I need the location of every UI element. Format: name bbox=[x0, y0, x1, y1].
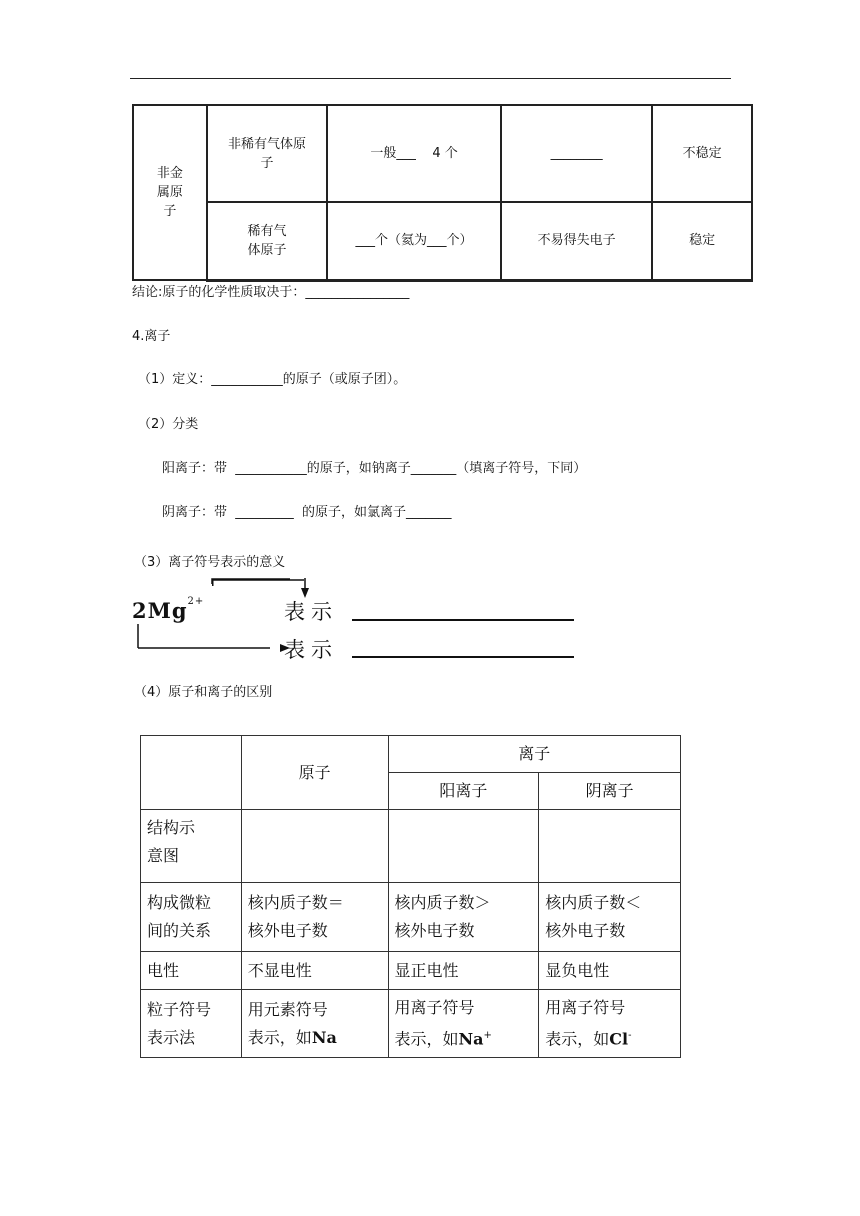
electron-tendency-cell: 不易得失电子 bbox=[501, 202, 653, 280]
section-heading: 4.离子 bbox=[132, 329, 171, 344]
classification-heading: （2）分类 bbox=[138, 417, 199, 432]
outer-electrons-cell: 一般___ 4 个 bbox=[327, 105, 501, 202]
stability-cell: 稳定 bbox=[652, 202, 752, 280]
cation-text: 阳离子：带 ___________的原子，如钠离子_______（填离子符号，下同） bbox=[162, 461, 587, 476]
atom-structure-table bbox=[132, 104, 753, 282]
difference-heading: （4）原子和离子的区别 bbox=[134, 685, 273, 700]
row-label-structure: 结构示 意图 bbox=[141, 810, 242, 883]
anion-structure-cell bbox=[539, 810, 681, 883]
answer-line bbox=[352, 619, 574, 621]
atom-notation-cell: 用元素符号 表示，如Na bbox=[241, 990, 388, 1058]
ion-header: 离子 bbox=[388, 736, 680, 773]
anion-relation-cell: 核内质子数＜ 核外电子数 bbox=[539, 883, 681, 952]
nonmetal-atom-label: 非金 属原 子 bbox=[133, 105, 207, 280]
definition-text: （1）定义：___________的原子（或原子团）。 bbox=[138, 372, 407, 387]
atom-structure-cell bbox=[241, 810, 388, 883]
anion-notation-cell: 用离子符号 表示，如Cl- bbox=[539, 990, 681, 1058]
corner-cell bbox=[141, 736, 242, 810]
conclusion-text: 结论:原子的化学性质取决于：________________ bbox=[132, 285, 410, 300]
row-label-notation: 粒子符号 表示法 bbox=[141, 990, 242, 1058]
cation-structure-cell bbox=[388, 810, 539, 883]
cation-relation-cell: 核内质子数＞ 核外电子数 bbox=[388, 883, 539, 952]
stability-cell: 不稳定 bbox=[652, 105, 752, 202]
header-rule bbox=[130, 78, 731, 79]
atom-ion-comparison-table bbox=[140, 735, 681, 1058]
non-noble-gas-atom-cell: 非稀有气体原 子 bbox=[207, 105, 328, 202]
noble-gas-atom-cell: 稀有气 体原子 bbox=[207, 202, 328, 280]
meaning-label-count: 表示 bbox=[284, 638, 338, 662]
cation-charge-cell: 显正电性 bbox=[388, 952, 539, 990]
row-label-relation: 构成微粒 间的关系 bbox=[141, 883, 242, 952]
atom-charge-cell: 不显电性 bbox=[241, 952, 388, 990]
cation-header: 阳离子 bbox=[388, 773, 539, 810]
meaning-label-charge: 表示 bbox=[284, 600, 338, 624]
electron-tendency-cell: ________ bbox=[501, 105, 653, 202]
anion-text: 阴离子：带 _________ 的原子，如氯离子_______ bbox=[162, 505, 452, 520]
anion-charge-cell: 显负电性 bbox=[539, 952, 681, 990]
ion-symbol: $2Mg^{2+}$ bbox=[132, 596, 205, 623]
anion-header: 阴离子 bbox=[539, 773, 681, 810]
charge-arrow-line bbox=[212, 574, 304, 586]
outer-electrons-cell: ___个（氦为___个） bbox=[327, 202, 501, 280]
atom-relation-cell: 核内质子数＝ 核外电子数 bbox=[241, 883, 388, 952]
row-label-charge: 电性 bbox=[141, 952, 242, 990]
cation-notation-cell: 用离子符号 表示，如Na+ bbox=[388, 990, 539, 1058]
symbol-meaning-heading: （3）离子符号表示的意义 bbox=[134, 555, 286, 570]
atom-header: 原子 bbox=[241, 736, 388, 810]
answer-line bbox=[352, 656, 574, 658]
